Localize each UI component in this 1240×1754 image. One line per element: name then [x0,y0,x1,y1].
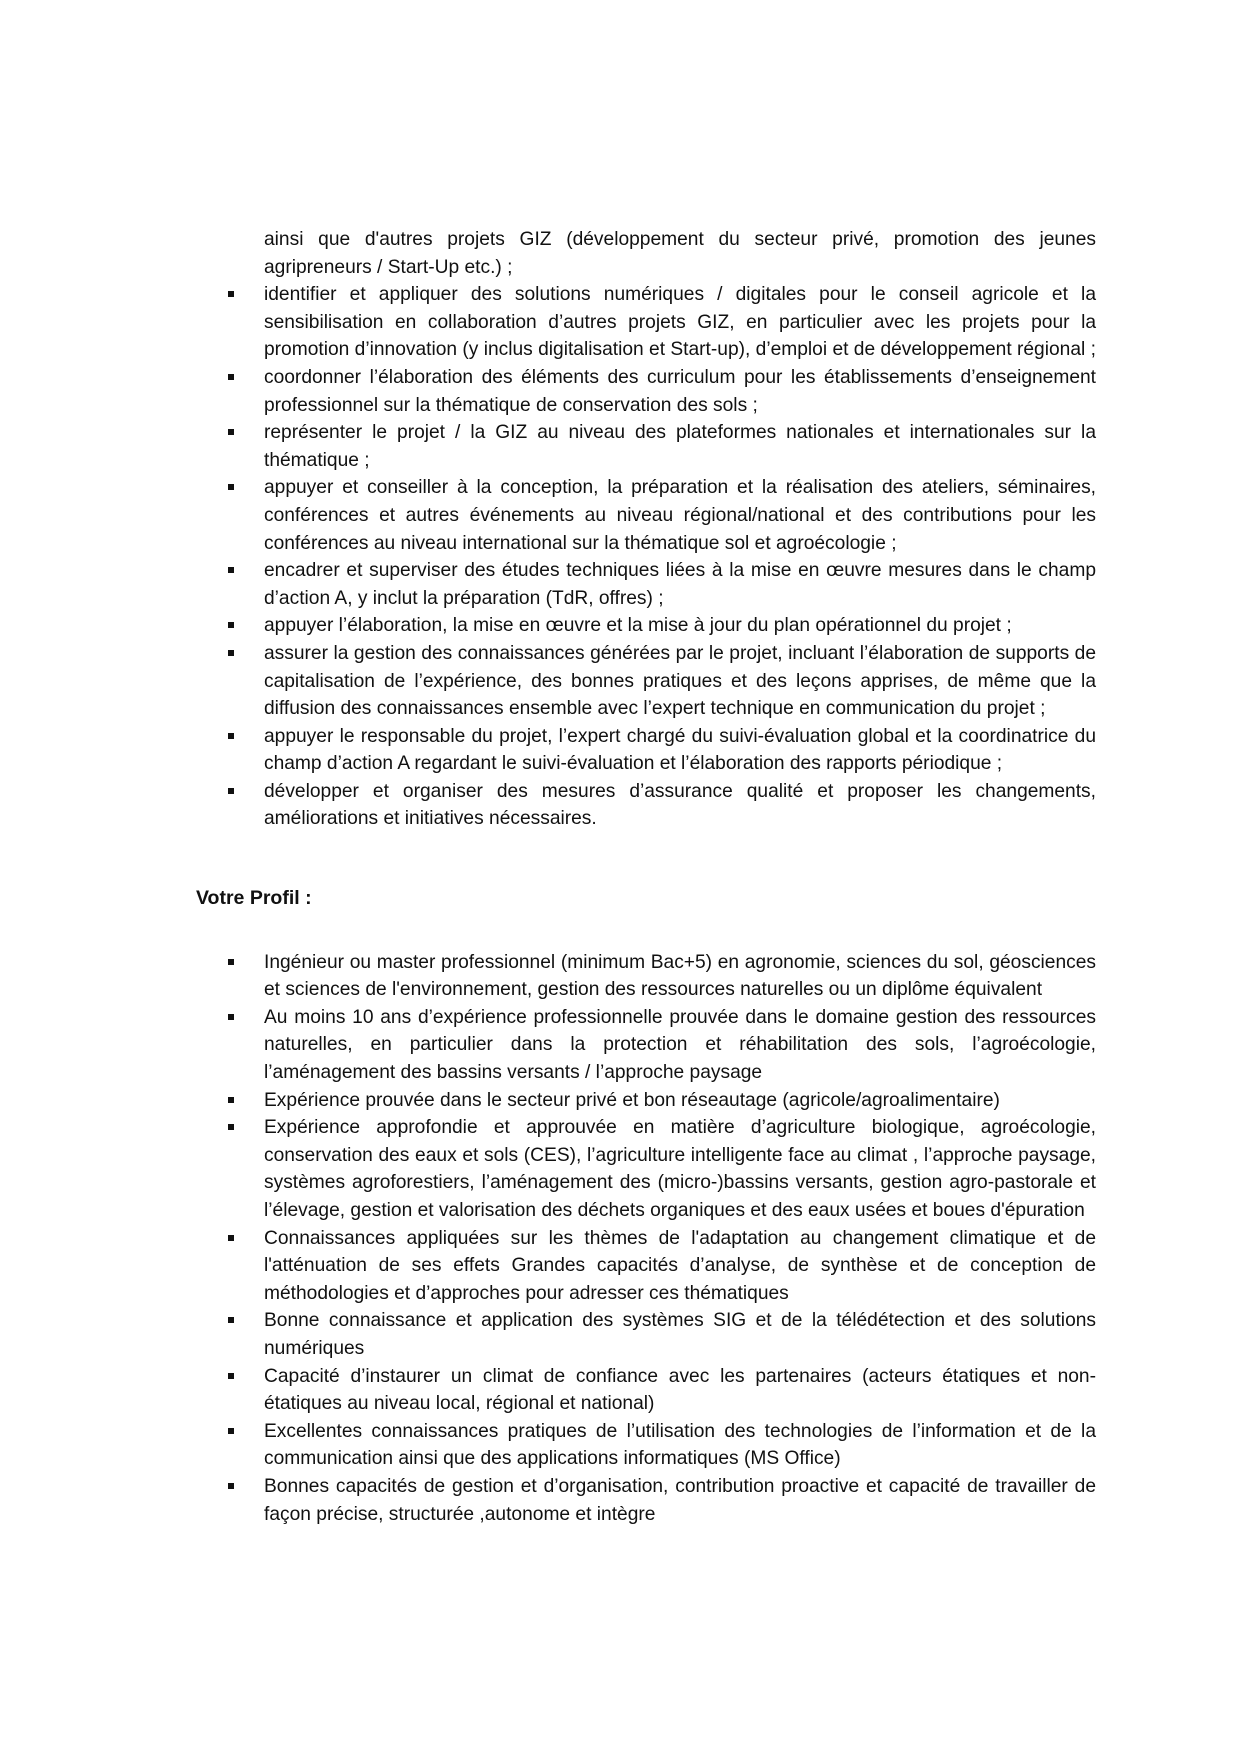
list-item-text: appuyer le responsable du projet, l’expert chargé du suivi-évaluation global et la coordinatrice du champ d’action A regardant le suivi-évaluation et l’élaboration des rapports périodique ; [264,725,1096,775]
square-bullet-icon [228,650,234,656]
list-item [196,612,1096,640]
square-bullet-icon [228,1317,234,1323]
list-item-text: Ingénieur ou master professionnel (minimum Bac+5) en agronomie, sciences du sol, géosciences et sciences de l'environnement, gestion des ressources naturelles ou un diplôme équivalent [264,951,1096,1001]
list-item-text: Expérience prouvée dans le secteur privé et bon réseautage (agricole/agroalimentaire) [264,1089,1000,1111]
list-item-text: représenter le projet / la GIZ au niveau des plateformes nationales et internationales sur la thématique ; [264,422,1096,471]
list-item [196,1225,1096,1308]
list-item [196,1087,1096,1115]
list-item [196,281,1096,364]
square-bullet-icon [228,1373,234,1379]
square-bullet-icon [228,429,234,435]
square-bullet-icon [228,484,234,490]
list-item-text: encadrer et superviser des études techniques liées à la mise en œuvre mesures dans le champ d’action A, y inclut la préparation (TdR, offres) ; [264,560,1096,609]
list-item-text: Capacité d’instaurer un climat de confiance avec les partenaires (acteurs étatiques et non-étatiques au niveau local, régional et national) [264,1365,1096,1415]
list-item-text: coordonner l’élaboration des éléments des curriculum pour les établissements d’enseignement professionnel sur la thématique de conservation des sols ; [264,366,1096,416]
list-item [196,474,1096,557]
square-bullet-icon [228,1483,234,1489]
list-item-text: appuyer l’élaboration, la mise en œuvre et la mise à jour du plan opérationnel du projet ; [264,615,1012,637]
list-item-text: assurer la gestion des connaissances générées par le projet, incluant l’élaboration de supports de capitalisation de l’expérience, des bonnes pratiques et des leçons apprises, de même que la diffusion des connaissances ensemble avec l’expert technique en communication du projet ; [264,642,1096,720]
list-item [196,1473,1096,1528]
square-bullet-icon [228,1124,234,1130]
square-bullet-icon [228,1097,234,1103]
square-bullet-icon [228,567,234,573]
list-item-text: identifier et appliquer des solutions numériques / digitales pour le conseil agricole et la sensibilisation en collaboration d’autres projets GIZ, en particulier avec les projets pour la promotion d’innovation (y inclus digitalisation et Start-up), d’emploi et de développement régional ; [264,284,1096,361]
list-item [196,419,1096,474]
square-bullet-icon [228,1428,234,1434]
list-item-text: Au moins 10 ans d’expérience professionnelle prouvée dans le domaine gestion des ressources naturelles, en particulier dans la protection et réhabilitation des sols, l’agroécologie, l’aménagement des bassins versants / l’approche paysage [264,1006,1096,1084]
square-bullet-icon [228,733,234,739]
list-item-text: appuyer et conseiller à la conception, la préparation et la réalisation des ateliers, séminaires, conférences et autres événements au niveau régional/national et des contributions pour les conférences au niveau international sur la thématique sol et agroécologie ; [264,477,1096,554]
list-item-text: Bonnes capacités de gestion et d’organisation, contribution proactive et capacité de travailler de façon précise, structurée ,autonome et intègre [264,1475,1096,1525]
square-bullet-icon [228,291,234,297]
list-item [196,364,1096,419]
list-item-text: Expérience approfondie et approuvée en matière d’agriculture biologique, agroécologie, conservation des eaux et sols (CES), l’agriculture intelligente face au climat , l’approche paysage, systèmes agroforestiers, l’aménagement des (micro-)bassins versants, gestion agro-pastorale et l’élevage, gestion et valorisation des déchets organiques et des eaux usées et boues d'épuration [264,1117,1096,1221]
list-item [196,949,1096,1004]
list-item [196,640,1096,723]
profile-list [196,949,1096,1528]
list-item-text: Excellentes connaissances pratiques de l’utilisation des technologies de l’information et de la communication ainsi que des applications informatiques (MS Office) [264,1420,1096,1470]
list-item [196,1004,1096,1087]
square-bullet-icon [228,622,234,628]
page-content [196,226,1096,1528]
square-bullet-icon [228,374,234,380]
list-item-text: Connaissances appliquées sur les thèmes de l'adaptation au changement climatique et de l'atténuation de ses effets Grandes capacités d’analyse, de synthèse et de conception de méthodologies et d’approches pour adresser ces thématiques [264,1227,1096,1304]
list-item [196,557,1096,612]
square-bullet-icon [228,788,234,794]
list-item [196,1307,1096,1362]
list-item [196,723,1096,778]
continued-text: ainsi que d'autres projets GIZ (développement du secteur privé, promotion des jeunes agripreneurs / Start-Up etc.) ; [264,229,1096,278]
list-item-text: développer et organiser des mesures d’assurance qualité et proposer les changements, améliorations et initiatives nécessaires. [264,780,1096,830]
list-item [196,1114,1096,1224]
list-item [196,1418,1096,1473]
list-item [196,778,1096,833]
list-item [196,1363,1096,1418]
square-bullet-icon [228,959,234,965]
square-bullet-icon [228,1014,234,1020]
list-item-text: Bonne connaissance et application des systèmes SIG et de la télédétection et des solutions numériques [264,1310,1096,1359]
section-title-profile: Votre Profil : [196,887,312,910]
square-bullet-icon [228,1235,234,1241]
responsibilities-list [196,281,1096,833]
